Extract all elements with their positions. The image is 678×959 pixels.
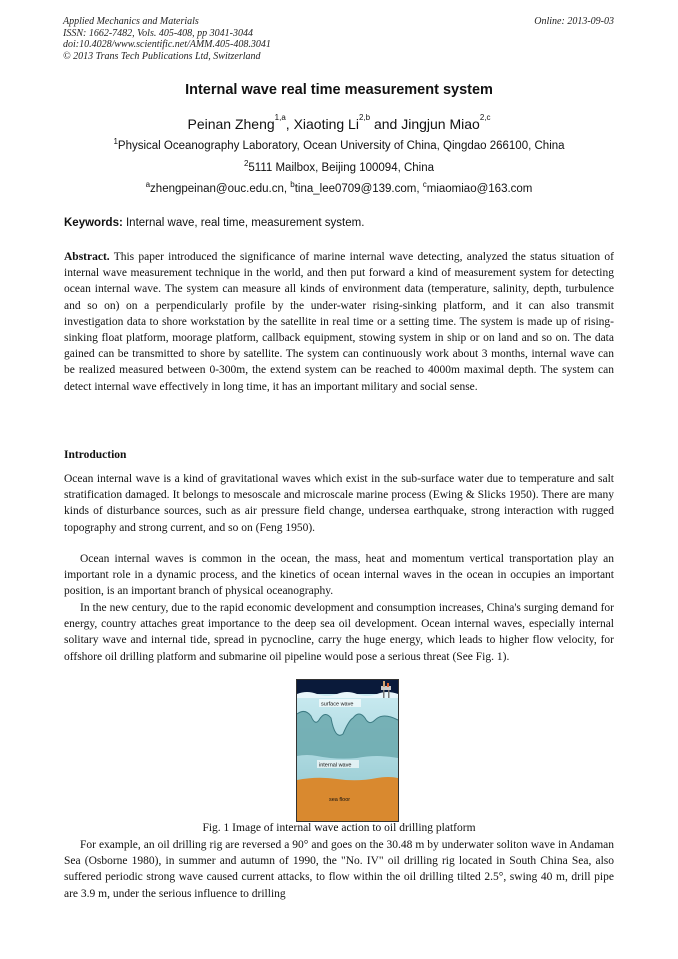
author-superscript: 1,a xyxy=(274,113,286,122)
keywords xyxy=(64,217,364,229)
author-separator: , xyxy=(285,116,290,132)
copyright-line: © 2013 Trans Tech Publications Ltd, Switzerland xyxy=(63,50,261,62)
figure-internal-wave xyxy=(296,679,399,822)
sea-surface xyxy=(297,692,398,698)
intro-paragraph-4: For example, an oil drilling rig are reversed a 90° and goes on the 30.48 m by underwater soliton wave in Andaman Sea (Osborne 1980), in summer and autumn of 1990, the "No. IV" oil drilling rig located in South China Sea, also suffered periodic strong wave caused current attacks, to flow within the oil drilling tilted 2.5°, swing 40 m, drill pipe are 3.9 m, under the serious influence to drilling xyxy=(64,839,614,900)
intro-paragraph-1: Ocean internal wave is a kind of gravitational waves which exist in the sub-surface water due to temperature and salt stratification damaged. It belongs to mesoscale and microscale marine process (Ewing & Slicks 1950). There are many kinds of disturbance sources, such as air pressure field change, undersea earthquake, strong interaction with rugged topography and strong current, and so on (Feng 1950). xyxy=(64,473,614,534)
author-superscript: 2,c xyxy=(479,113,491,122)
author-name: Xiaoting Li xyxy=(289,116,359,132)
abstract xyxy=(64,249,614,395)
online-date: Online: 2013-09-03 xyxy=(534,16,614,27)
issn-line: ISSN: 1662-7482, Vols. 405-408, pp 3041-3044 xyxy=(63,27,253,39)
email-link: tina_lee0709@139.com, xyxy=(294,183,423,195)
affiliation-superscript: 1 xyxy=(113,137,118,146)
email-superscript: a xyxy=(145,180,151,189)
sea-floor-label: sea floor xyxy=(329,797,351,803)
abstract-label: Abstract. xyxy=(64,251,110,263)
journal-header xyxy=(63,16,271,62)
affiliation-text: Physical Oceanography Laboratory, Ocean University of China, Qingdao 266100, China xyxy=(117,140,565,152)
affiliation-1 xyxy=(0,137,678,152)
author-superscript: 2,b xyxy=(358,113,371,122)
section-heading: Introduction xyxy=(64,449,127,461)
figure-illustration xyxy=(297,680,398,821)
email-superscript: c xyxy=(422,180,427,189)
email-list xyxy=(0,180,678,195)
figure-caption: Fig. 1 Image of internal wave action to oil drilling platform xyxy=(202,822,476,834)
doi-line: doi:10.4028/www.scientific.net/AMM.405-408.3041 xyxy=(63,39,271,50)
email-link: miaomiao@163.com xyxy=(426,183,533,195)
affiliation-superscript: 2 xyxy=(243,159,249,168)
paper-title: Internal wave real time measurement system xyxy=(185,82,493,98)
author-name: Peinan Zheng xyxy=(187,116,275,132)
intro-paragraph-3: In the new century, due to the rapid economic development and consumption increases, China's surging demand for energy, country attaches great importance to the deep sea oil development. Ocean internal waves, especially internal solitary wave and internal tide, spread in pycnocline, carry the huge energy, which leads to higher flow velocity, for offshore oil drilling platform and submarine oil pipeline would pose a serious threat (See Fig. 1). xyxy=(64,602,614,663)
author-name: and Jingjun Miao xyxy=(370,116,480,132)
internal-wave-label: internal wave xyxy=(319,762,352,769)
surface-wave-label: surface wave xyxy=(321,701,354,708)
affiliation-text: 5111 Mailbox, Beijing 100094, China xyxy=(248,162,435,174)
keywords-label: Keywords: xyxy=(64,217,123,229)
email-link: zhengpeinan@ouc.edu.cn, xyxy=(150,183,291,195)
abstract-text: This paper introduced the significance of marine internal wave detecting, analyzed the status situation of internal wave measurement technique in the world, and then put forward a kind of measurement system for detecting ocean internal wave. The system can measure all kinds of environment data (temperature, salinity, depth, turbulence and so on) on a perpendicularly profile by the under-water rising-sinking platform, and it can also transmit investigation data to shore workstation by the satellite in real time or a setting time. The system is made up of rising-sinking float platform, moorage platform, callback equipment, stowing system in ship or on land and so on. The data gained can be transmitted to shore by satellite. The system can continuously work about 3 months, internal wave can be realized measured between 0-300m, the extend system can be reached to 4000m maximal depth. The system can detect internal wave effectively in long time, it has an important military and social sense. xyxy=(64,251,614,393)
email-superscript: b xyxy=(290,180,295,189)
author-list xyxy=(0,113,678,132)
journal-name: Applied Mechanics and Materials xyxy=(63,16,199,27)
intro-paragraph-2: Ocean internal waves is common in the ocean, the mass, heat and momentum vertical transportation play an important role in a dynamic process, and the kinetics of ocean internal waves in the ocean in occupies an important position, is an important branch of physical oceanography. xyxy=(64,553,614,598)
affiliation-2 xyxy=(0,159,678,174)
keywords-text: Internal wave, real time, measurement system. xyxy=(122,217,365,229)
